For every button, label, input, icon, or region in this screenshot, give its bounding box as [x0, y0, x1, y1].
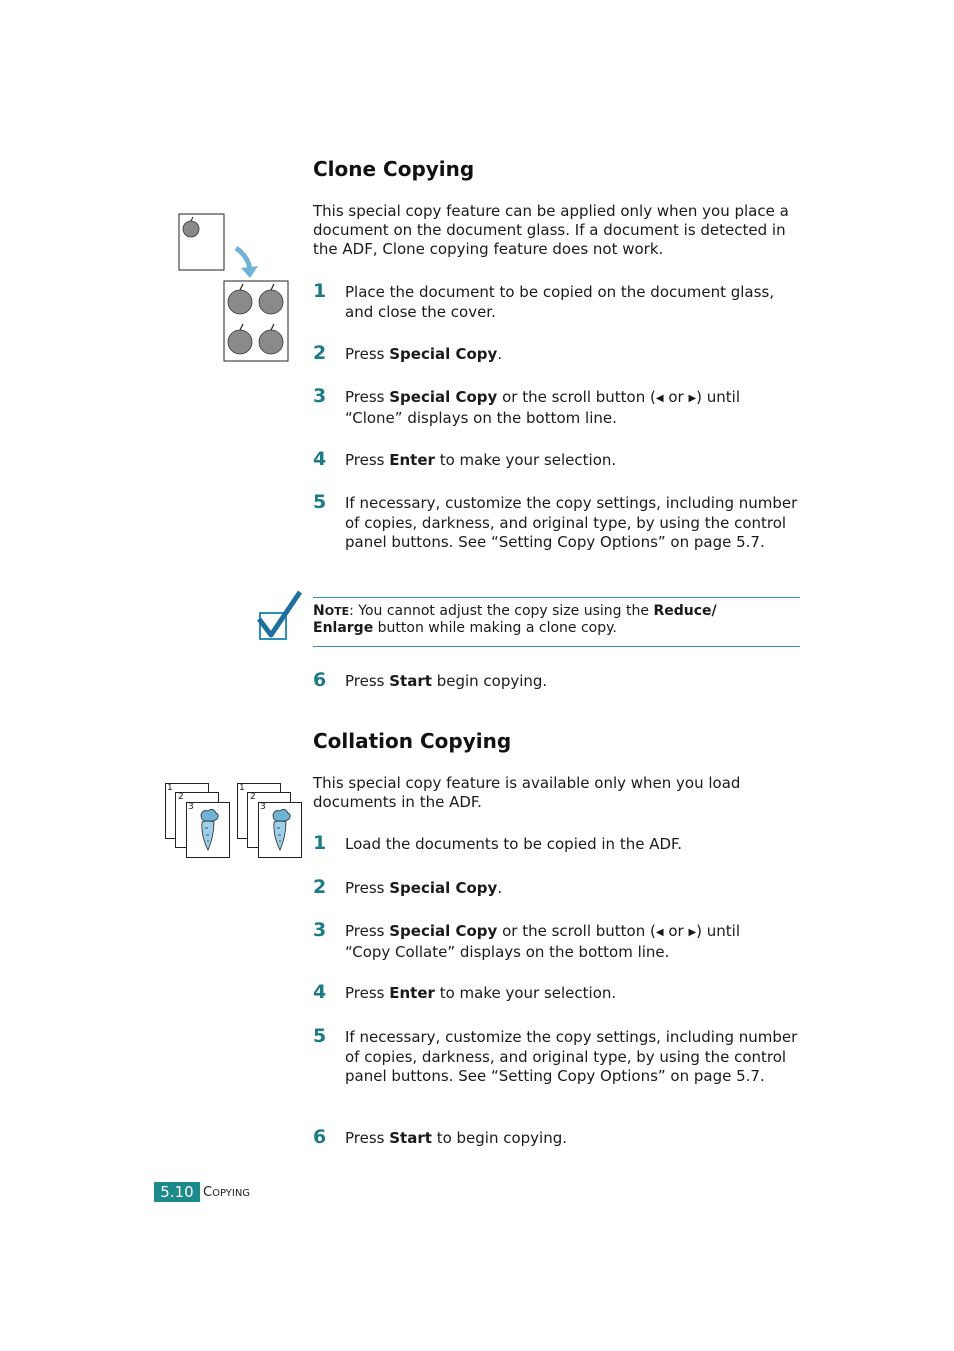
step-number: 3 — [313, 919, 327, 941]
step-number: 2 — [313, 342, 327, 364]
step-text: Press Start to begin copying. — [345, 1129, 568, 1147]
scroll-right-icon: ▶ — [688, 393, 697, 404]
collation-section-title: Collation Copying — [313, 729, 512, 753]
step-text: Load the documents to be copied in the ADF. — [345, 835, 683, 853]
page-number: 3 — [188, 802, 194, 812]
step-text: Press Enter to make your selection. — [345, 451, 617, 469]
step-text: Press Enter to make your selection. — [345, 984, 617, 1002]
collation-illustration — [164, 782, 304, 860]
scroll-left-icon: ◀ — [655, 393, 664, 404]
scroll-left-icon: ◀ — [655, 927, 664, 938]
step-text: Press Start begin copying. — [345, 672, 548, 690]
clone-intro: This special copy feature can be applied only when you place a document on the document glass. If a document is detected in the ADF, Clone copying feature does not work. — [313, 202, 789, 258]
step-number: 4 — [313, 981, 327, 1003]
note-label: NOTE — [313, 603, 350, 619]
carrot-icon — [194, 808, 222, 854]
step-text: If necessary, customize the copy settings, including number of copies, darkness, and original type, by using the control panel buttons. See “Setting Copy Options” on page 5.7. — [345, 1028, 798, 1085]
step-number: 3 — [313, 385, 327, 407]
step-number: 6 — [313, 669, 327, 691]
step-number: 6 — [313, 1126, 327, 1148]
step-number: 4 — [313, 448, 327, 470]
checkmark-note-icon — [256, 589, 304, 645]
chapter-name: COPYING — [203, 1185, 251, 1200]
step-number: 2 — [313, 876, 327, 898]
step-text: If necessary, customize the copy settings, including number of copies, darkness, and original type, by using the control panel buttons. See “Setting Copy Options” on page 5.7. — [345, 494, 798, 551]
step-text: Press Special Copy or the scroll button (◀ or ▶) until “Copy Collate” displays on the bottom line. — [345, 922, 741, 961]
step-number: 1 — [313, 280, 327, 302]
clone-illustration — [176, 212, 292, 364]
step-text: Press Special Copy. — [345, 345, 503, 363]
page-number: 2 — [178, 792, 184, 802]
step-text: Press Special Copy. — [345, 879, 503, 897]
note-text: NOTE: You cannot adjust the copy size using the Reduce/ Enlarge button while making a clone copy. — [313, 603, 717, 636]
step-text: Press Special Copy or the scroll button (◀ or ▶) until “Clone” displays on the bottom line. — [345, 388, 741, 427]
step-number: 5 — [313, 491, 327, 513]
page-number: 3 — [260, 802, 266, 812]
collation-intro: This special copy feature is available only when you load documents in the ADF. — [313, 774, 741, 811]
step-number: 5 — [313, 1025, 327, 1047]
page-number: 1 — [167, 783, 173, 793]
page-number-badge: 5.10 — [154, 1182, 200, 1202]
page-number: 2 — [250, 792, 256, 802]
scroll-right-icon: ▶ — [688, 927, 697, 938]
page-number: 1 — [239, 783, 245, 793]
step-number: 1 — [313, 832, 327, 854]
carrot-icon — [266, 808, 294, 854]
step-text: Place the document to be copied on the document glass, and close the cover. — [345, 283, 775, 321]
note-box — [313, 597, 800, 647]
arrow-down-icon — [236, 248, 258, 278]
clone-section-title: Clone Copying — [313, 157, 475, 181]
